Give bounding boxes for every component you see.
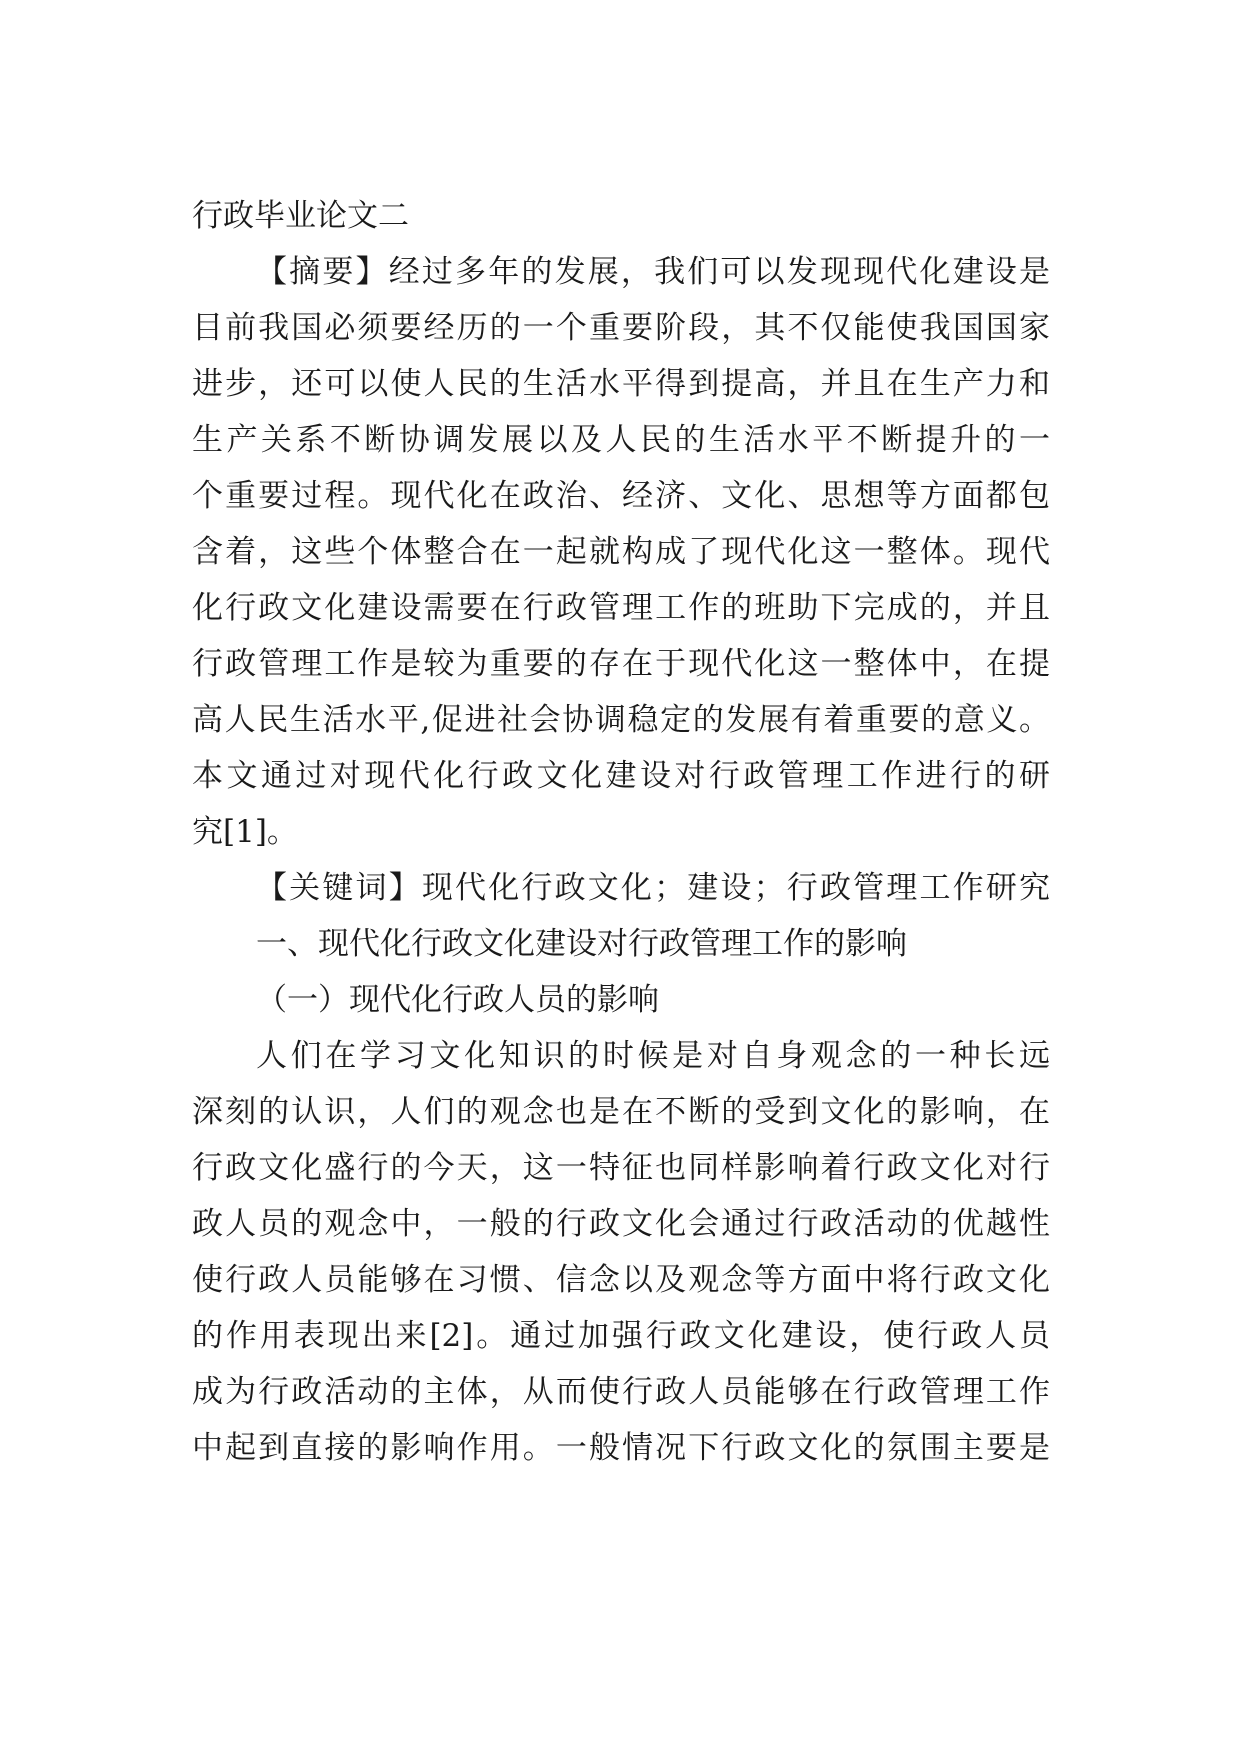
- body-line: 政人员的观念中，一般的行政文化会通过行政活动的优越性: [192, 1206, 1050, 1242]
- body-line: 成为行政活动的主体，从而使行政人员能够在行政管理工作: [192, 1374, 1050, 1410]
- abstract-line: 高人民生活水平,促进社会协调稳定的发展有着重要的意义。: [192, 702, 1050, 738]
- body-line: 的作用表现出来[2]。通过加强行政文化建设，使行政人员: [192, 1318, 1050, 1354]
- abstract-line: 化行政文化建设需要在行政管理工作的班助下完成的，并且: [192, 590, 1050, 626]
- subsection-heading: （一）现代化行政人员的影响: [256, 982, 659, 1018]
- body-line: 人们在学习文化知识的时候是对自身观念的一种长远: [256, 1038, 1050, 1074]
- keywords-line: 【关键词】现代化行政文化；建设；行政管理工作研究: [256, 870, 1050, 906]
- abstract-line: 进步，还可以使人民的生活水平得到提高，并且在生产力和: [192, 366, 1050, 402]
- abstract-line: 个重要过程。现代化在政治、经济、文化、思想等方面都包: [192, 478, 1050, 514]
- section-heading: 一、现代化行政文化建设对行政管理工作的影响: [256, 926, 907, 962]
- body-line: 中起到直接的影响作用。一般情况下行政文化的氛围主要是: [192, 1430, 1050, 1466]
- body-line: 行政文化盛行的今天，这一特征也同样影响着行政文化对行: [192, 1150, 1050, 1186]
- abstract-line: 究[1]。: [192, 814, 298, 850]
- document-title: 行政毕业论文二: [192, 198, 409, 234]
- abstract-line: 行政管理工作是较为重要的存在于现代化这一整体中，在提: [192, 646, 1050, 682]
- abstract-line: 生产关系不断协调发展以及人民的生活水平不断提升的一: [192, 422, 1050, 458]
- body-line: 深刻的认识，人们的观念也是在不断的受到文化的影响，在: [192, 1094, 1050, 1130]
- body-line: 使行政人员能够在习惯、信念以及观念等方面中将行政文化: [192, 1262, 1050, 1298]
- abstract-line: 本文通过对现代化行政文化建设对行政管理工作进行的研: [192, 758, 1050, 794]
- abstract-line: 【摘要】经过多年的发展，我们可以发现现代化建设是: [256, 254, 1050, 290]
- abstract-line: 含着，这些个体整合在一起就构成了现代化这一整体。现代: [192, 534, 1050, 570]
- abstract-line: 目前我国必须要经历的一个重要阶段，其不仅能使我国国家: [192, 310, 1050, 346]
